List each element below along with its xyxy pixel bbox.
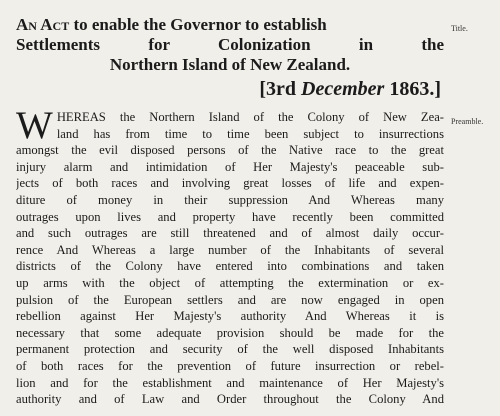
margin-note-preamble: Preamble. (451, 117, 484, 126)
body-line-1 (57, 109, 444, 126)
title-line-1-rest: to enable the Governor to establish (69, 15, 327, 34)
margin-note-title: Title. (451, 24, 468, 33)
body-line-16: of both races for the prevention of future insurrection or rebel- (16, 358, 444, 373)
act-title (16, 15, 444, 75)
date-day: 3rd (266, 78, 297, 100)
body-line-15: permanent protection and security of the well disposed Inhabitants (16, 342, 444, 357)
title-act-lead: An Act (16, 15, 70, 34)
body-line-8: and such outrages are still threatened and of almost daily occur- (16, 226, 444, 241)
body-line-11: up arms with the object of attempting the extermination or ex- (16, 275, 444, 290)
drop-cap: W (16, 104, 53, 147)
date-open-bracket: [ (259, 78, 267, 100)
body-line-9: rence And Whereas a large number of the Inhabitants of several (16, 242, 444, 257)
preamble-text (16, 104, 444, 408)
body-line-14: necessary that some adequate provision should be made for the (16, 325, 444, 340)
title-line-3: Northern Island of New Zealand. (109, 55, 351, 74)
date-month: December (301, 78, 385, 100)
body-line-1-text: the Northern Island of the Colony of New Zea- (105, 110, 444, 124)
body-line-2: land has from time to time been subject to insurrections (56, 126, 444, 141)
title-line-2: Settlements for Colonization in the (16, 35, 444, 54)
body-line-6: diture of money in their suppression And Whereas many (16, 192, 444, 207)
body-line-5: jects of both races and involving great losses of life and expen- (16, 176, 444, 191)
title-line-1 (16, 15, 444, 35)
act-date (259, 78, 441, 100)
body-line-10: districts of the Colony have entered into combinations and taken (16, 259, 444, 274)
body-line-13: rebellion against Her Majesty's authority And Whereas it is (16, 309, 444, 324)
body-line-7: outrages upon lives and property have recently been committed (16, 209, 444, 224)
first-word-rest: HEREAS (56, 110, 106, 124)
body-line-4: injury alarm and intimidation of Her Majesty's peaceable sub- (16, 159, 444, 174)
date-close-bracket: .] (429, 78, 441, 100)
date-year: 1863 (389, 78, 430, 100)
body-line-17: lion and for the establishment and maintenance of Her Majesty's (16, 375, 444, 390)
body-line-12: pulsion of the European settlers and are now engaged in open (16, 292, 444, 307)
body-line-3: amongst the evil disposed persons of the Native race to the great (16, 143, 444, 158)
body-line-18: authority and of Law and Order throughout the Colony And (16, 392, 444, 407)
